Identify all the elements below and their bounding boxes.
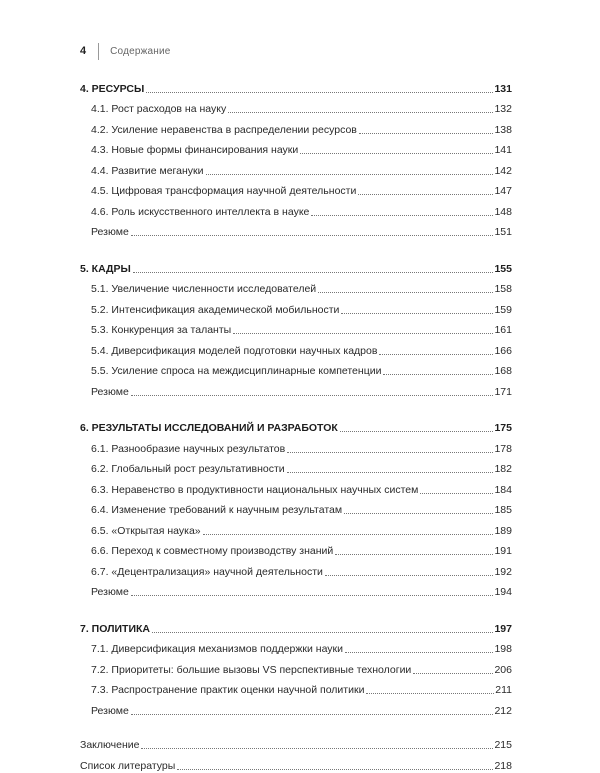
toc-section-heading[interactable]	[80, 75, 512, 96]
dot-leader	[233, 333, 493, 334]
toc-entry-label: Список литературы	[80, 759, 176, 772]
toc-entry-page: 178	[494, 442, 512, 455]
toc-subsection-entry[interactable]	[80, 157, 512, 178]
header-title: Содержание	[110, 45, 171, 57]
toc-entry-label: 6. РЕЗУЛЬТАТЫ ИССЛЕДОВАНИЙ И РАЗРАБОТОК	[80, 422, 338, 434]
header-divider	[98, 43, 99, 60]
toc-entry-page: 132	[494, 103, 512, 115]
dot-leader	[300, 153, 493, 154]
toc-entry-label: 4.4. Развитие мегануки	[91, 164, 204, 177]
toc-back-matter-entry[interactable]	[80, 732, 512, 753]
toc-entry-page: 182	[494, 463, 512, 475]
toc-subsection-entry[interactable]	[80, 636, 512, 657]
dot-leader	[133, 272, 494, 273]
toc-entry-page: 161	[494, 324, 512, 336]
toc-entry-page: 191	[494, 545, 512, 557]
toc-subsection-entry[interactable]	[80, 198, 512, 219]
toc-section-heading[interactable]	[80, 255, 512, 276]
dot-leader	[206, 174, 494, 175]
dot-leader	[287, 452, 493, 453]
toc-subsection-entry[interactable]	[80, 276, 512, 297]
toc-entry-label: 6.5. «Открытая наука»	[91, 524, 201, 537]
toc-subsection-entry[interactable]	[80, 517, 512, 538]
table-of-contents	[80, 75, 512, 773]
dot-leader	[228, 112, 493, 113]
toc-entry-label: 6.2. Глобальный рост результативности	[91, 463, 285, 475]
toc-entry-label: 4.5. Цифровая трансформация научной деятельности	[91, 185, 357, 197]
toc-entry-page: 206	[494, 663, 512, 676]
toc-subsection-entry[interactable]	[80, 579, 512, 600]
toc-subsection-entry[interactable]	[80, 558, 512, 579]
toc-subsection-entry[interactable]	[80, 137, 512, 158]
toc-entry-label: 4.3. Новые формы финансирования науки	[91, 144, 299, 156]
dot-leader	[141, 748, 493, 749]
dot-leader	[379, 354, 493, 355]
dot-leader	[131, 714, 494, 715]
toc-entry-page: 159	[494, 303, 512, 316]
section-spacer	[80, 239, 512, 255]
toc-entry-label: Резюме	[91, 226, 129, 238]
dot-leader	[131, 595, 494, 596]
toc-entry-label: 4.1. Рост расходов на науку	[91, 103, 227, 115]
toc-entry-label: Резюме	[91, 586, 129, 598]
toc-subsection-entry[interactable]	[80, 677, 512, 698]
toc-entry-label: 4.2. Усиление неравенства в распределении ресурсов	[91, 123, 357, 136]
toc-entry-page: 155	[494, 262, 512, 275]
toc-subsection-entry[interactable]	[80, 497, 512, 518]
dot-leader	[345, 652, 493, 653]
toc-subsection-entry[interactable]	[80, 538, 512, 559]
toc-entry-label: 6.6. Переход к совместному производству знаний	[91, 545, 334, 557]
toc-entry-label: 5. КАДРЫ	[80, 262, 131, 275]
toc-entry-label: 5.1. Увеличение численности исследователей	[91, 283, 317, 295]
toc-entry-page: 158	[494, 283, 512, 295]
section-spacer	[80, 599, 512, 615]
toc-entry-page: 141	[494, 144, 512, 156]
toc-subsection-entry[interactable]	[80, 178, 512, 199]
toc-entry-label: 4. РЕСУРСЫ	[80, 82, 145, 95]
toc-subsection-entry[interactable]	[80, 296, 512, 317]
dot-leader	[358, 194, 493, 195]
toc-entry-page: 185	[494, 504, 512, 516]
dot-leader	[177, 769, 493, 770]
dot-leader	[420, 493, 493, 494]
dot-leader	[152, 632, 493, 633]
toc-section-heading[interactable]	[80, 415, 512, 436]
toc-entry-page: 194	[494, 586, 512, 598]
dot-leader	[335, 554, 493, 555]
toc-entry-page: 212	[494, 704, 512, 717]
toc-subsection-entry[interactable]	[80, 116, 512, 137]
toc-entry-label: 7. ПОЛИТИКА	[80, 622, 150, 635]
dot-leader	[359, 133, 494, 134]
toc-section-heading[interactable]	[80, 615, 512, 636]
dot-leader	[146, 92, 493, 93]
toc-back-matter-entry[interactable]	[80, 752, 512, 773]
toc-subsection-entry[interactable]	[80, 435, 512, 456]
toc-subsection-entry[interactable]	[80, 337, 512, 358]
toc-entry-label: 6.7. «Децентрализация» научной деятельности	[91, 565, 323, 578]
toc-entry-label: 5.4. Диверсификация моделей подготовки научных кадров	[91, 344, 378, 357]
toc-entry-page: 197	[494, 622, 512, 635]
toc-entry-label: 7.1. Диверсификация механизмов поддержки науки	[91, 643, 343, 655]
toc-subsection-entry[interactable]	[80, 456, 512, 477]
dot-leader	[325, 575, 494, 576]
dot-leader	[203, 534, 494, 535]
toc-entry-label: Заключение	[80, 739, 140, 751]
dot-leader	[340, 431, 494, 432]
toc-entry-label: 7.2. Приоритеты: большие вызовы VS перспективные технологии	[91, 663, 412, 676]
toc-entry-page: 189	[494, 524, 512, 537]
toc-subsection-entry[interactable]	[80, 476, 512, 497]
dot-leader	[344, 513, 493, 514]
toc-entry-page: 151	[494, 226, 512, 238]
dot-leader	[383, 374, 493, 375]
dot-leader	[287, 472, 494, 473]
section-spacer	[80, 399, 512, 415]
dot-leader	[366, 693, 494, 694]
dot-leader	[311, 215, 493, 216]
toc-subsection-entry[interactable]	[80, 656, 512, 677]
toc-subsection-entry[interactable]	[80, 378, 512, 399]
toc-entry-label: 7.3. Распространение практик оценки научной политики	[91, 684, 365, 696]
toc-entry-page: 175	[494, 422, 512, 434]
toc-entry-page: 215	[494, 739, 512, 751]
toc-subsection-entry[interactable]	[80, 96, 512, 117]
toc-entry-page: 218	[494, 759, 512, 772]
toc-entry-page: 171	[494, 385, 512, 398]
toc-subsection-entry[interactable]	[80, 358, 512, 379]
toc-subsection-entry[interactable]	[80, 219, 512, 240]
toc-entry-page: 131	[494, 82, 512, 95]
toc-entry-label: 5.5. Усиление спроса на междисциплинарные компетенции	[91, 365, 382, 377]
toc-entry-page: 184	[494, 483, 512, 496]
toc-subsection-entry[interactable]	[80, 317, 512, 338]
dot-leader	[131, 235, 494, 236]
toc-entry-page: 168	[494, 365, 512, 377]
toc-entry-label: 5.2. Интенсификация академической мобильности	[91, 303, 340, 316]
dot-leader	[341, 313, 493, 314]
section-spacer	[80, 718, 512, 732]
toc-entry-page: 166	[494, 344, 512, 357]
toc-subsection-entry[interactable]	[80, 697, 512, 718]
toc-entry-label: Резюме	[91, 385, 129, 398]
toc-entry-page: 211	[495, 684, 512, 696]
dot-leader	[413, 673, 493, 674]
toc-entry-page: 138	[494, 123, 512, 136]
dot-leader	[318, 292, 493, 293]
toc-entry-page: 142	[494, 164, 512, 177]
toc-entry-page: 147	[494, 185, 512, 197]
toc-entry-label: Резюме	[91, 704, 129, 717]
toc-entry-label: 4.6. Роль искусственного интеллекта в науке	[91, 205, 310, 218]
page-header	[80, 41, 171, 61]
toc-entry-page: 148	[494, 205, 512, 218]
toc-entry-label: 5.3. Конкуренция за таланты	[91, 324, 232, 336]
toc-entry-page: 198	[494, 643, 512, 655]
page-number: 4	[80, 45, 87, 57]
dot-leader	[131, 395, 494, 396]
toc-entry-label: 6.4. Изменение требований к научным результатам	[91, 504, 343, 516]
toc-entry-label: 6.3. Неравенство в продуктивности национальных научных систем	[91, 483, 419, 496]
toc-entry-page: 192	[494, 565, 512, 578]
toc-entry-label: 6.1. Разнообразие научных результатов	[91, 442, 286, 455]
